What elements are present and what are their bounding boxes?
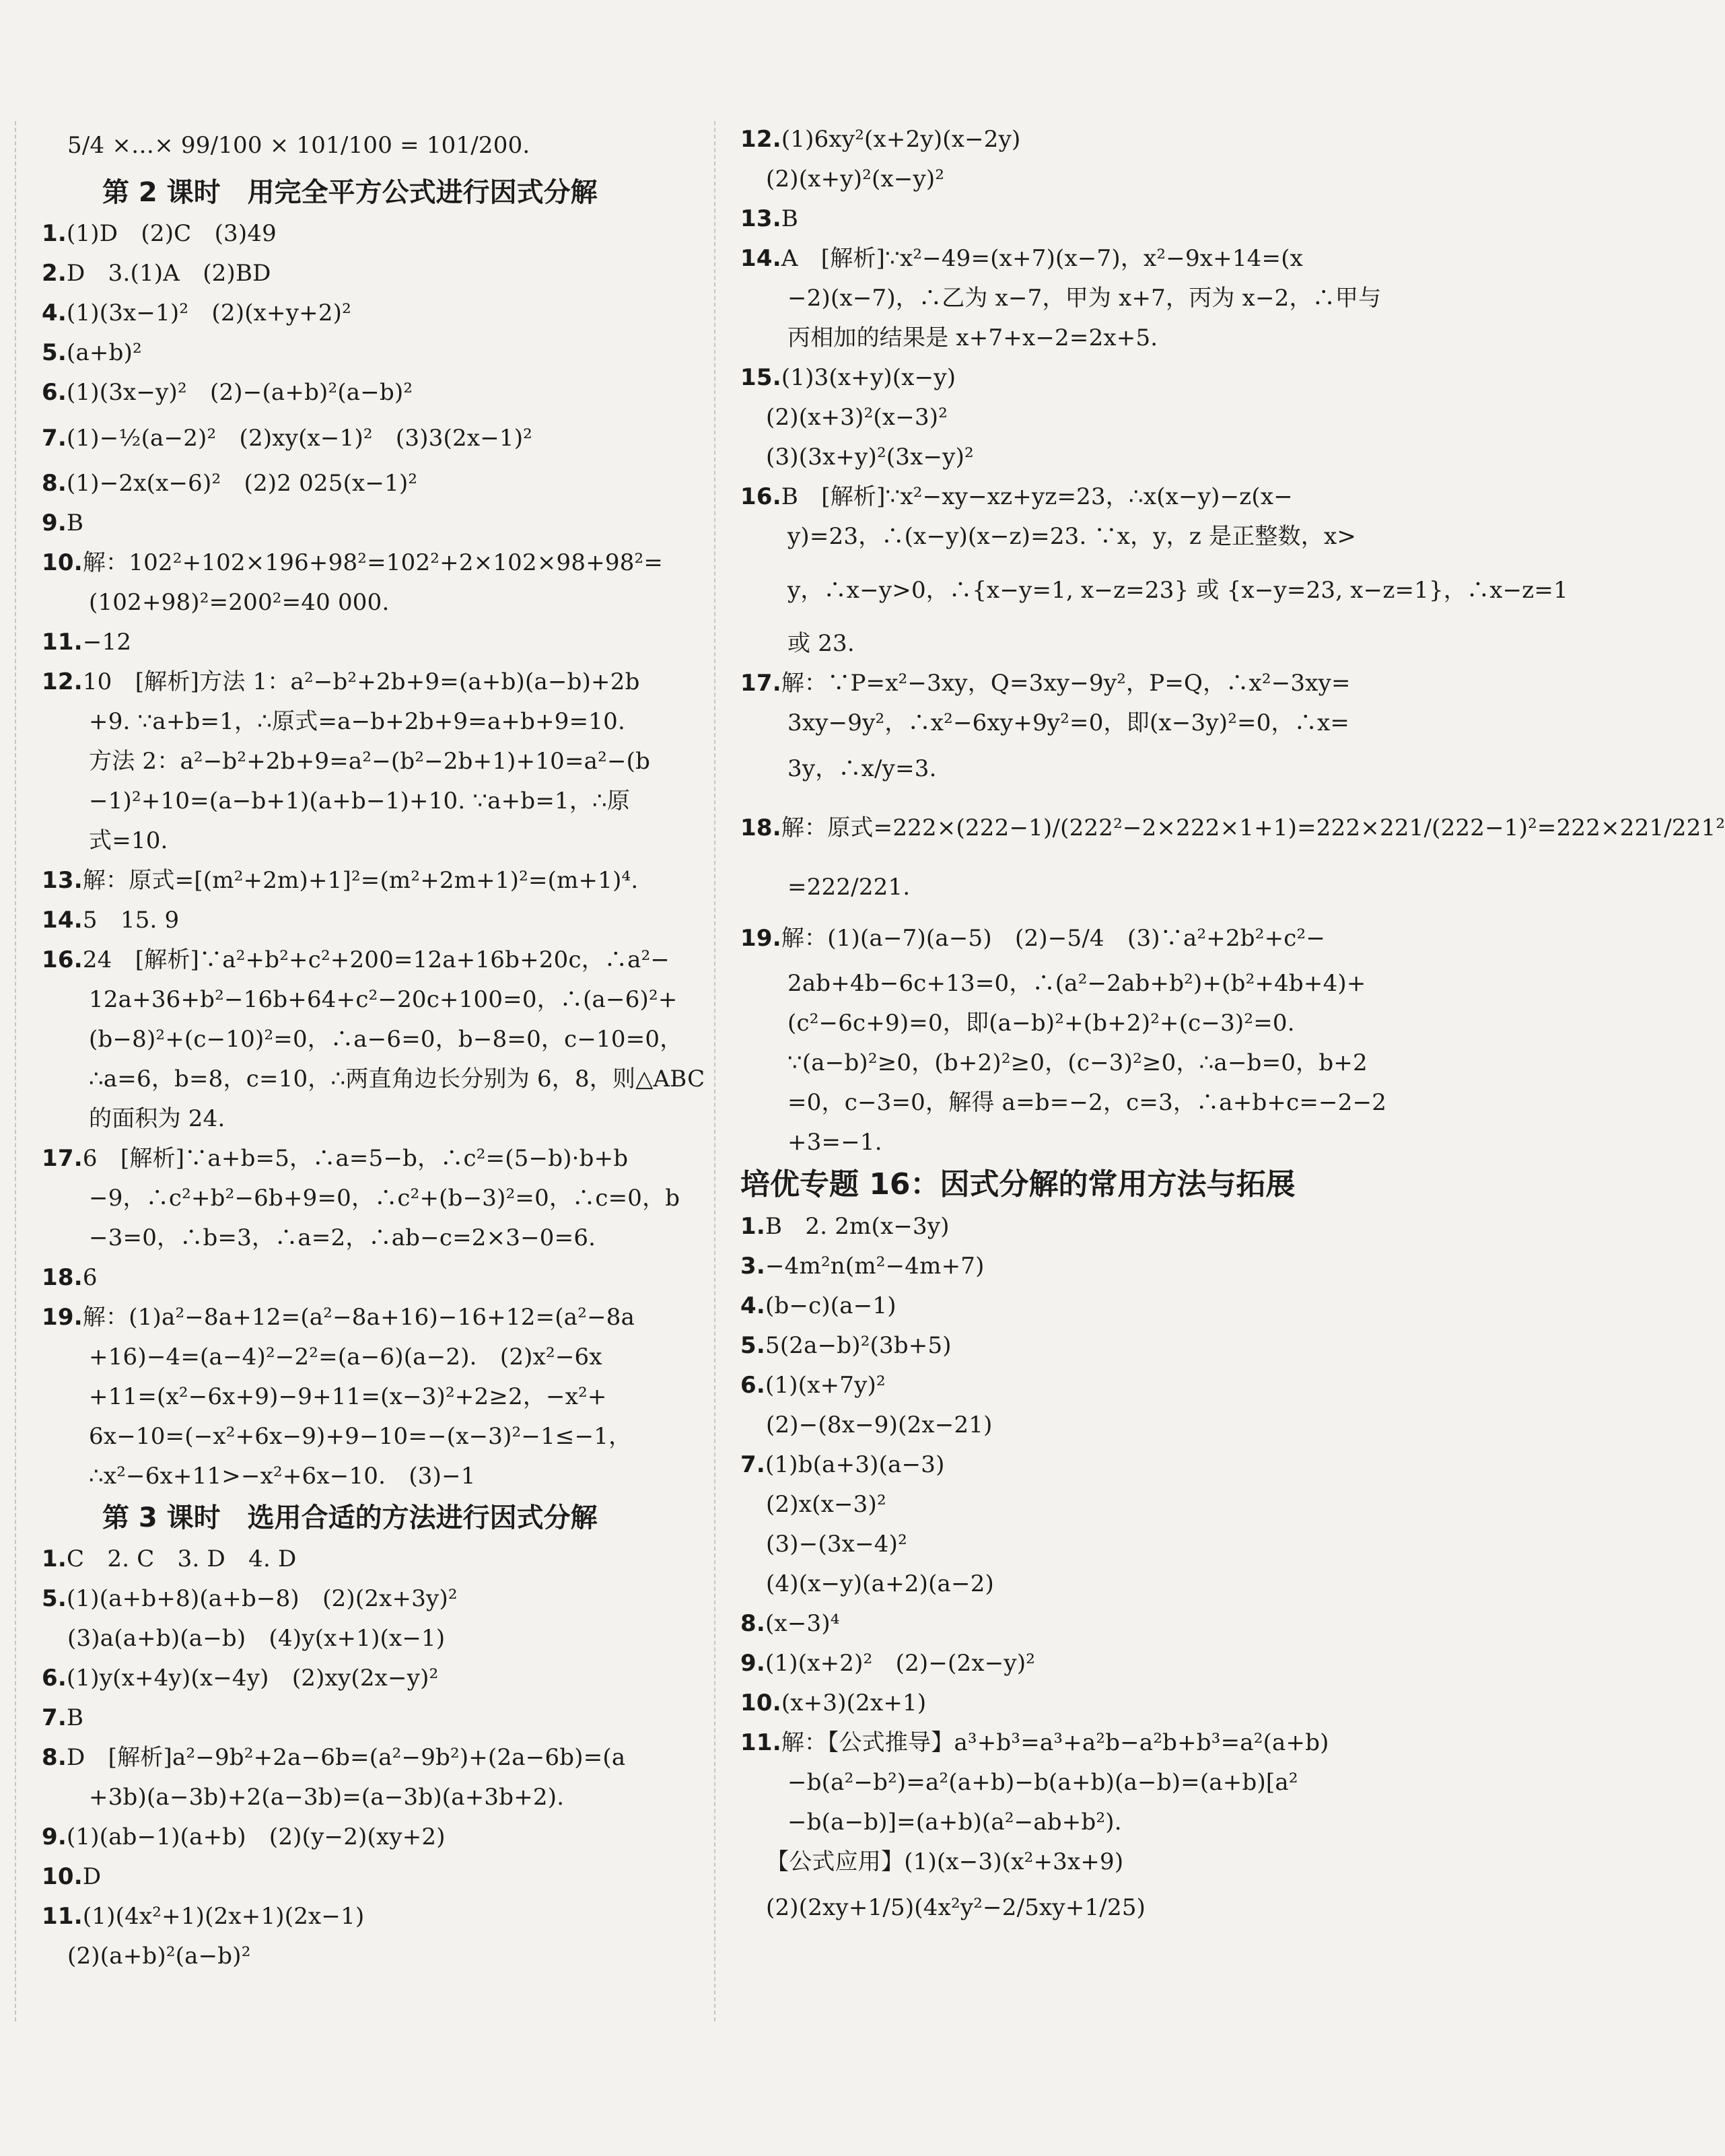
item-number: 4. — [740, 1292, 765, 1319]
answer-text: (2)(x+y)²(x−y)² — [766, 166, 945, 193]
item-number: 18. — [42, 1264, 83, 1291]
answer-line — [42, 980, 701, 1020]
answer-item — [42, 293, 701, 333]
answer-text: −12 — [82, 629, 132, 656]
item-number: 19. — [740, 925, 781, 952]
answer-text: 2ab+4b−6c+13=0，∴(a²−2ab+b²)+(b²+4b+4)+ — [787, 970, 1366, 997]
answer-line — [740, 160, 1386, 199]
item-number: 9. — [42, 510, 67, 536]
answer-item — [42, 254, 701, 293]
item-number: 1. — [42, 1545, 67, 1572]
item-number: 6. — [740, 1372, 765, 1399]
left-column — [42, 120, 705, 1976]
answer-text: (x+3)(2x+1) — [781, 1690, 927, 1716]
item-number: 6. — [42, 1665, 67, 1692]
answer-text: =0，c−3=0，解得 a=b=−2，c=3，∴a+b+c=−2−2 — [787, 1089, 1387, 1116]
answer-line — [740, 1564, 1386, 1604]
item-number: 2. — [42, 260, 67, 287]
answer-text: ∵(a−b)²≥0，(b+2)²≥0，(c−3)²≥0，∴a−b=0，b+2 — [787, 1049, 1368, 1076]
item-number: 7. — [42, 425, 67, 452]
right-column — [740, 120, 1725, 1933]
answer-text: −b(a²−b²)=a²(a+b)−b(a+b)(a−b)=(a+b)[a² — [787, 1769, 1298, 1796]
answer-item — [42, 1698, 701, 1738]
answer-text: (3)−(3x−4)² — [766, 1531, 907, 1558]
answer-text: +3=−1. — [787, 1129, 882, 1156]
answer-text: 5 15. 9 — [82, 907, 180, 934]
section-heading: 第 2 课时 用完全平方公式进行因式分解 — [102, 177, 598, 208]
item-number: 5. — [740, 1332, 765, 1359]
answer-line — [42, 1937, 701, 1976]
answer-line — [740, 1123, 1386, 1162]
answer-text: =222/221. — [787, 874, 911, 901]
answer-text: ∴x²−6x+11>−x²+6x−10. (3)−1 — [89, 1463, 476, 1490]
item-number: 17. — [42, 1145, 83, 1172]
answer-text: 5(2a−b)²(3b+5) — [765, 1332, 952, 1359]
item-number: 5. — [42, 1585, 67, 1612]
answer-text: 5/4 ×…× 99/100 × 101/100 = 101/200. — [67, 132, 530, 159]
answer-text: 6 — [82, 1264, 98, 1291]
answer-text: (1)3(x+y)(x−y) — [781, 364, 956, 391]
answer-item — [42, 861, 701, 901]
item-number: 11. — [740, 1729, 781, 1756]
item-number: 1. — [42, 220, 67, 247]
answer-line — [740, 517, 1386, 557]
answer-text: 解：【公式推导】a³+b³=a³+a²b−a²b+b³=a²(a+b) — [781, 1729, 1329, 1756]
answer-line — [740, 1763, 1386, 1803]
answer-item — [740, 1723, 1386, 1763]
answer-text: −3=0，∴b=3，∴a=2，∴ab−c=2×3−0=6. — [89, 1224, 596, 1251]
answer-line — [740, 1485, 1386, 1525]
answer-line — [42, 781, 701, 821]
answer-text: (c²−6c+9)=0，即(a−b)²+(b+2)²+(c−3)²=0. — [787, 1010, 1295, 1037]
item-number: 17. — [740, 670, 781, 697]
answer-text: 3y，∴x/y=3. — [787, 755, 937, 782]
item-number: 16. — [740, 483, 781, 510]
answer-item — [740, 664, 1386, 703]
answer-text: (1)(a+b+8)(a+b−8) (2)(2x+3y)² — [66, 1585, 458, 1612]
answer-text: +11=(x²−6x+9)−9+11=(x−3)²+2≥2，−x²+ — [89, 1383, 607, 1410]
answer-item — [740, 913, 1386, 964]
answer-item — [42, 662, 701, 702]
answer-text: (4)(x−y)(a+2)(a−2) — [766, 1570, 995, 1597]
answer-text: B — [66, 1704, 84, 1731]
item-number: 10. — [740, 1690, 781, 1716]
item-number: 11. — [42, 629, 83, 656]
answer-line — [740, 557, 1568, 624]
answer-line — [42, 1337, 701, 1377]
answer-text: C 2. C 3. D 4. D — [66, 1545, 297, 1572]
item-number: 1. — [740, 1213, 765, 1240]
answer-text: (1)(4x²+1)(2x+1)(2x−1) — [82, 1903, 365, 1930]
answer-text: (2)(a+b)²(a−b)² — [67, 1943, 251, 1970]
item-number: 12. — [42, 668, 83, 695]
item-number: 3. — [740, 1253, 765, 1280]
answer-item — [42, 1857, 701, 1897]
answer-line — [740, 398, 1386, 438]
answer-text: ∴a=6，b=8，c=10，∴两直角边长分别为 6，8，则△ABC — [89, 1066, 705, 1092]
answer-item — [42, 503, 701, 543]
answer-text: (x−3)⁴ — [765, 1610, 840, 1637]
item-number: 7. — [740, 1451, 765, 1478]
answer-text: (2)(2xy+1/5)(4x²y²−2/5xy+1/25) — [766, 1894, 1146, 1921]
answer-line — [740, 624, 1386, 664]
answer-text: (2)−(8x−9)(2x−21) — [766, 1412, 993, 1438]
answer-text: (1)D (2)C (3)49 — [66, 220, 277, 247]
answer-item — [42, 1817, 701, 1857]
answer-text: 【公式应用】(1)(x−3)(x²+3x+9) — [766, 1848, 1124, 1875]
column-divider — [714, 121, 715, 2021]
answer-line — [42, 1179, 701, 1218]
answer-item — [740, 1366, 1386, 1405]
answer-item — [740, 1604, 1386, 1644]
answer-text: (2)(x+3)²(x−3)² — [766, 404, 948, 431]
answer-item — [42, 940, 701, 980]
answer-text: (1)6xy²(x+2y)(x−2y) — [781, 126, 1021, 153]
answer-text: (1)(3x−1)² (2)(x+y+2)² — [66, 300, 351, 326]
answer-text: (1)b(a+3)(a−3) — [765, 1451, 945, 1478]
answer-text: (1)−2x(x−6)² (2)2 025(x−1)² — [66, 470, 418, 497]
answer-item — [740, 1445, 1386, 1485]
answer-item — [42, 1738, 701, 1778]
answer-item — [740, 1683, 1386, 1723]
answer-item — [740, 1326, 1386, 1366]
answer-item — [740, 794, 1725, 862]
item-number: 13. — [42, 867, 83, 894]
answer-text: 12a+36+b²−16b+64+c²−20c+100=0，∴(a−6)²+ — [89, 986, 678, 1013]
answer-line — [740, 438, 1386, 477]
answer-text: (1)−½(a−2)² (2)xy(x−1)² (3)3(2x−1)² — [66, 425, 533, 452]
answer-item — [42, 901, 701, 940]
answer-text: (2)x(x−3)² — [766, 1491, 886, 1518]
item-number: 8. — [42, 470, 67, 497]
answer-item — [740, 1286, 1386, 1326]
answer-line — [740, 1525, 1386, 1564]
answer-line — [740, 279, 1386, 318]
answer-line — [42, 702, 701, 742]
answer-line — [740, 1842, 1386, 1882]
item-number: 16. — [42, 946, 83, 973]
answer-item — [740, 239, 1386, 279]
answer-line — [740, 1803, 1386, 1842]
answer-item — [42, 1139, 701, 1179]
item-number: 9. — [42, 1823, 67, 1850]
answer-line — [42, 583, 701, 623]
item-number: 12. — [740, 126, 781, 153]
answer-text: (b−c)(a−1) — [765, 1292, 896, 1319]
answer-text: (3)(3x+y)²(3x−y)² — [766, 444, 974, 471]
answer-text: (102+98)²=200²=40 000. — [89, 589, 390, 616]
answer-text: 解：(1)a²−8a+12=(a²−8a+16)−16+12=(a²−8a — [82, 1304, 635, 1331]
answer-item — [740, 358, 1386, 398]
item-number: 19. — [42, 1304, 83, 1331]
item-number: 6. — [42, 379, 67, 406]
answer-text: 6 [解析]∵a+b=5，∴a=5−b，∴c²=(5−b)·b+b — [82, 1145, 629, 1172]
answer-item — [740, 120, 1386, 160]
answer-text: (1)(x+7y)² — [765, 1372, 886, 1399]
section-heading: 第 3 课时 选用合适的方法进行因式分解 — [102, 1502, 598, 1533]
answer-text: −4m²n(m²−4m+7) — [765, 1253, 985, 1280]
item-number: 15. — [740, 364, 781, 391]
item-number: 5. — [42, 339, 67, 366]
answer-text: −9，∴c²+b²−6b+9=0，∴c²+(b−3)²=0，∴c=0，b — [89, 1185, 680, 1212]
answer-item — [740, 199, 1386, 239]
answer-line — [740, 743, 1386, 794]
answer-text: 解：原式=222×(222−1)/(222²−2×222×1+1)=222×221/(222−1)²=222×221/221² — [781, 814, 1725, 841]
answer-text: +9. ∵a+b=1，∴原式=a−b+2b+9=a+b+9=10. — [89, 708, 625, 735]
answer-text: B — [781, 205, 799, 232]
answer-text: B — [66, 510, 84, 536]
answer-text: 解：(1)(a−7)(a−5) (2)−5/4 (3)∵a²+2b²+c²− — [781, 925, 1326, 952]
item-number: 8. — [42, 1744, 67, 1771]
answer-text: 24 [解析]∵a²+b²+c²+200=12a+16b+20c，∴a²− — [82, 946, 670, 973]
answer-text: y)=23，∴(x−y)(x−z)=23. ∵x，y，z 是正整数，x> — [787, 523, 1357, 550]
answer-text: 式=10. — [89, 827, 168, 854]
answer-item — [42, 1258, 701, 1298]
answer-item — [42, 1579, 701, 1619]
answer-item — [740, 1644, 1386, 1683]
answer-text: D 3.(1)A (2)BD — [66, 260, 271, 287]
answer-line — [740, 862, 1386, 913]
answer-text: −b(a−b)]=(a+b)(a²−ab+b²). — [787, 1809, 1122, 1836]
item-number: 9. — [740, 1650, 765, 1677]
answer-text: y，∴x−y>0，∴{x−y=1, x−z=23} 或 {x−y=23, x−z=1}，∴x−z=1 — [787, 577, 1568, 604]
answer-line — [42, 821, 701, 861]
answer-text: −1)²+10=(a−b+1)(a+b−1)+10. ∵a+b=1，∴原 — [89, 788, 631, 814]
answer-text: 解：原式=[(m²+2m)+1]²=(m²+2m+1)²=(m+1)⁴. — [82, 867, 639, 894]
answer-text: 的面积为 24. — [89, 1105, 225, 1132]
answer-item — [42, 543, 701, 583]
answer-text: (1)y(x+4y)(x−4y) (2)xy(2x−y)² — [66, 1665, 439, 1692]
answer-text: (1)(ab−1)(a+b) (2)(y−2)(xy+2) — [66, 1823, 446, 1850]
answer-line — [740, 703, 1386, 743]
answer-line — [42, 1218, 701, 1258]
answer-text: (a+b)² — [66, 339, 142, 366]
answer-line — [740, 1043, 1386, 1083]
answer-text: +3b)(a−3b)+2(a−3b)=(a−3b)(a+3b+2). — [89, 1784, 565, 1811]
answer-text: D [解析]a²−9b²+2a−6b=(a²−9b²)+(2a−6b)=(a — [66, 1744, 626, 1771]
answer-text: (3)a(a+b)(a−b) (4)y(x+1)(x−1) — [67, 1625, 446, 1652]
answer-text: +16)−4=(a−4)²−2²=(a−6)(a−2). (2)x²−6x — [89, 1344, 602, 1370]
answer-text: 6x−10=(−x²+6x−9)+9−10=−(x−3)²−1≤−1， — [89, 1423, 632, 1450]
answer-text: (b−8)²+(c−10)²=0，∴a−6=0，b−8=0，c−10=0， — [89, 1026, 683, 1053]
answer-text: −2)(x−7)，∴乙为 x−7，甲为 x+7，丙为 x−2，∴甲与 — [787, 285, 1382, 312]
answer-line — [42, 120, 701, 171]
answer-line — [42, 1778, 701, 1817]
answer-item — [42, 333, 701, 373]
section-heading: 培优专题 16：因式分解的常用方法与拓展 — [740, 1167, 1296, 1202]
item-number: 13. — [740, 205, 781, 232]
item-number: 14. — [42, 907, 83, 934]
item-number: 10. — [42, 1863, 83, 1890]
answer-text: 解：∵P=x²−3xy，Q=3xy−9y²，P=Q，∴x²−3xy= — [781, 670, 1351, 697]
answer-text: A [解析]∵x²−49=(x+7)(x−7)，x²−9x+14=(x — [781, 245, 1304, 272]
answer-line — [42, 1619, 701, 1659]
answer-text: 10 [解析]方法 1：a²−b²+2b+9=(a+b)(a−b)+2b — [82, 668, 640, 695]
item-number: 11. — [42, 1903, 83, 1930]
item-number: 18. — [740, 814, 781, 841]
answer-item — [740, 1207, 1386, 1247]
answer-item — [42, 413, 701, 464]
answer-text: B 2. 2m(x−3y) — [765, 1213, 950, 1240]
answer-item — [740, 1247, 1386, 1286]
answer-text: D — [82, 1863, 102, 1890]
left-margin-rule — [15, 121, 16, 2021]
answer-line — [740, 1882, 1386, 1933]
answer-item — [740, 477, 1386, 517]
answer-line — [740, 318, 1386, 358]
answer-item — [42, 1659, 701, 1698]
answer-line — [42, 1417, 701, 1457]
answer-item — [42, 214, 701, 254]
answer-item — [42, 1897, 701, 1937]
answer-line — [42, 1020, 701, 1059]
item-number: 7. — [42, 1704, 67, 1731]
answer-line — [42, 742, 701, 781]
answer-line — [740, 1083, 1386, 1123]
item-number: 10. — [42, 549, 83, 576]
answer-text: 3xy−9y²，∴x²−6xy+9y²=0，即(x−3y)²=0，∴x= — [787, 709, 1350, 736]
answer-text: 解：102²+102×196+98²=102²+2×102×98+98²= — [82, 549, 664, 576]
answer-text: 或 23. — [787, 630, 855, 657]
answer-line — [42, 1457, 701, 1496]
answer-item — [42, 1539, 701, 1579]
answer-text: B [解析]∵x²−xy−xz+yz=23，∴x(x−y)−z(x− — [781, 483, 1293, 510]
answer-text: 方法 2：a²−b²+2b+9=a²−(b²−2b+1)+10=a²−(b — [89, 748, 651, 775]
answer-text: 丙相加的结果是 x+7+x−2=2x+5. — [787, 324, 1158, 351]
answer-line — [42, 1377, 701, 1417]
answer-item — [42, 464, 701, 503]
answer-line — [740, 964, 1386, 1004]
answer-line — [740, 1004, 1386, 1043]
answer-item — [42, 1298, 701, 1337]
item-number: 8. — [740, 1610, 765, 1637]
answer-line — [740, 1405, 1386, 1445]
answer-text: (1)(x+2)² (2)−(2x−y)² — [765, 1650, 1036, 1677]
answer-text: (1)(3x−y)² (2)−(a+b)²(a−b)² — [66, 379, 413, 406]
answer-item — [42, 623, 701, 662]
answer-line — [42, 1059, 705, 1099]
item-number: 14. — [740, 245, 781, 272]
answer-item — [42, 373, 701, 413]
item-number: 4. — [42, 300, 67, 326]
answer-line — [42, 1099, 701, 1139]
